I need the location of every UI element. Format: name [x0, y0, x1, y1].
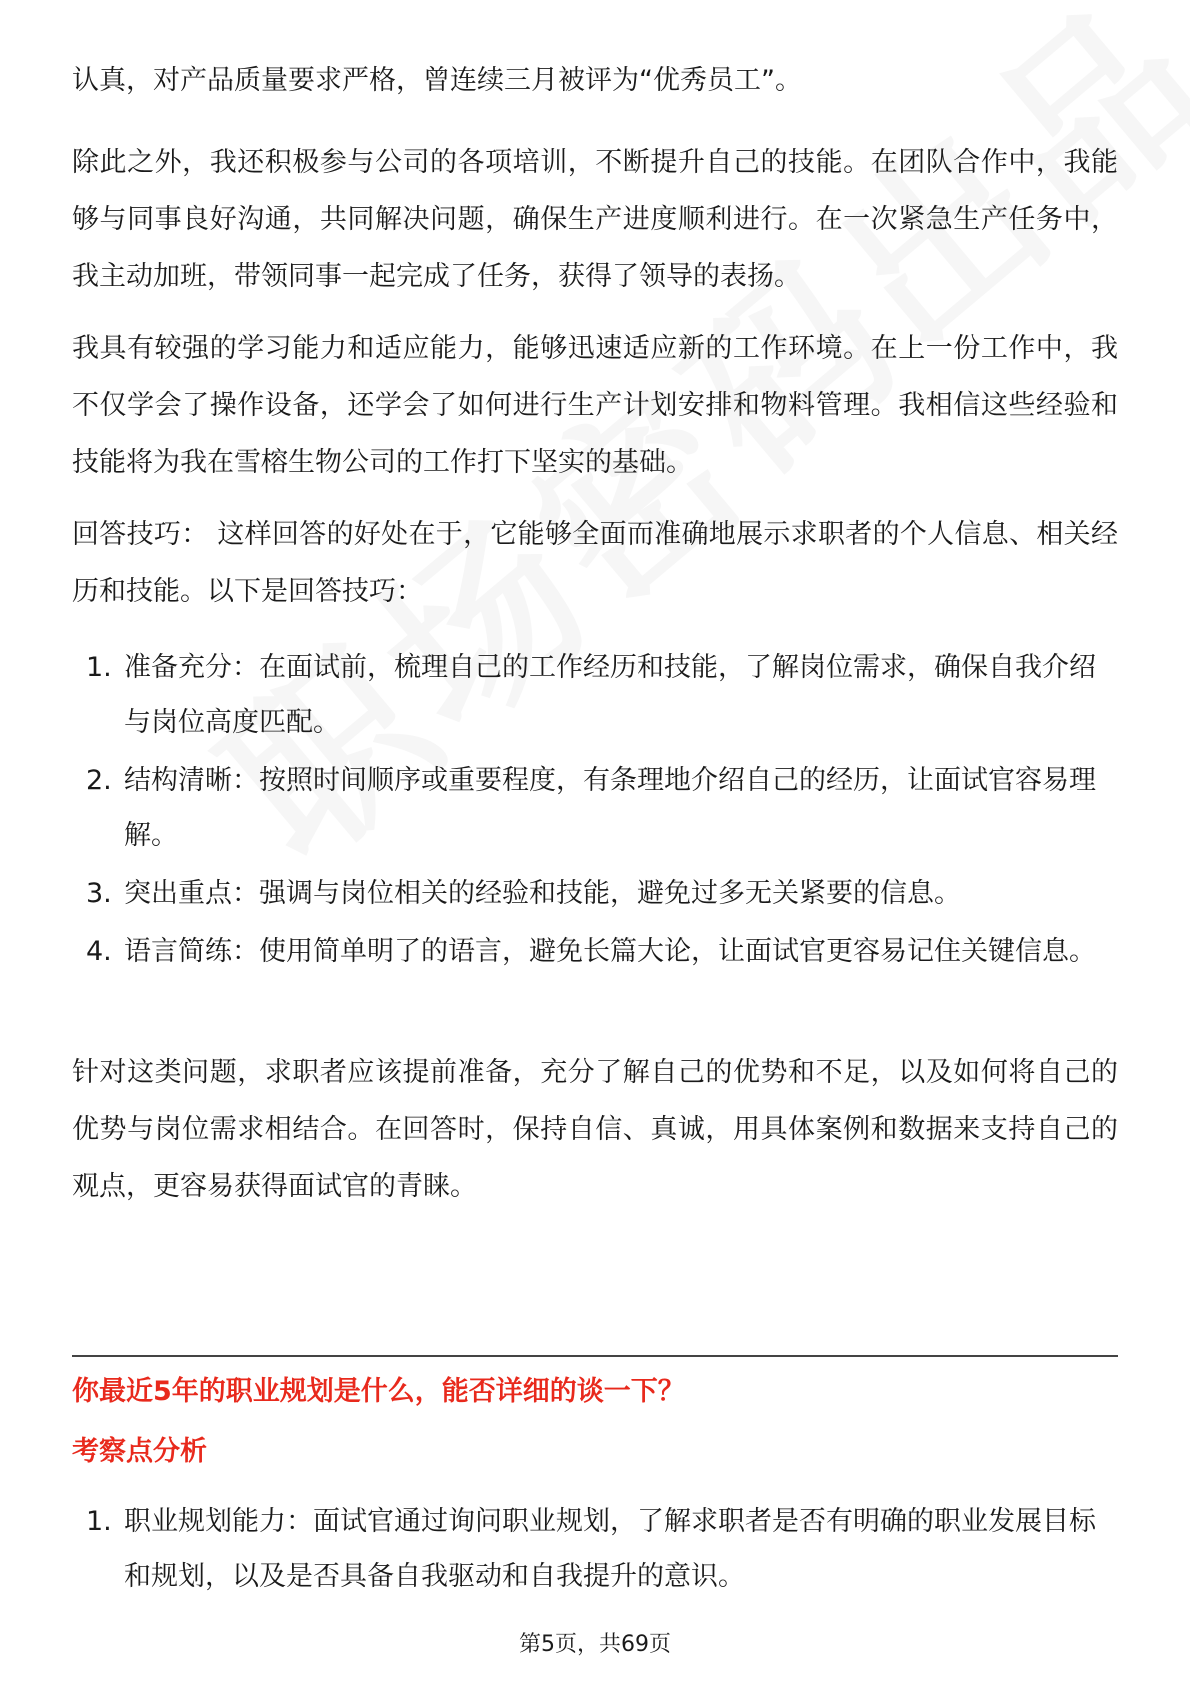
- question-heading: 你最近5年的职业规划是什么，能否详细的谈一下？: [72, 1376, 685, 1407]
- list-number: 2.: [86, 765, 112, 796]
- list-text: 突出重点：强调与岗位相关的经验和技能，避免过多无关紧要的信息。: [124, 878, 961, 909]
- list-item: [72, 753, 1118, 863]
- paragraph-answer-tips: 回答技巧： 这样回答的好处在于，它能够全面而准确地展示求职者的个人信息、相关经历和技能。以下是回答技巧：: [72, 519, 1118, 607]
- tips-list: [72, 640, 1118, 982]
- list-item: [72, 924, 1118, 979]
- page-footer: 第5页，共69页: [519, 1632, 671, 1657]
- analysis-list: [72, 1494, 1118, 1607]
- list-item: [72, 640, 1118, 750]
- document-page: [72, 0, 1118, 1684]
- list-text: 职业规划能力：面试官通过询问职业规划，了解求职者是否有明确的职业发展目标和规划，以及是否具备自我驱动和自我提升的意识。: [124, 1506, 1096, 1592]
- paragraph-1: 认真，对产品质量要求严格，曾连续三月被评为“优秀员工”。: [72, 65, 802, 96]
- analysis-heading: 考察点分析: [72, 1436, 207, 1467]
- list-number: 3.: [86, 878, 112, 909]
- section-divider: [72, 1355, 1118, 1357]
- paragraph-conclusion: 针对这类问题，求职者应该提前准备，充分了解自己的优势和不足，以及如何将自己的优势与岗位需求相结合。在回答时，保持自信、真诚，用具体案例和数据来支持自己的观点，更容易获得面试官的青睐。: [72, 1057, 1118, 1202]
- paragraph-3: 我具有较强的学习能力和适应能力，能够迅速适应新的工作环境。在上一份工作中，我不仅学会了操作设备，还学会了如何进行生产计划安排和物料管理。我相信这些经验和技能将为我在雪榕生物公司的工作打下坚实的基础。: [72, 333, 1118, 478]
- list-item: [72, 866, 1118, 921]
- list-number: 1.: [86, 652, 112, 683]
- list-number: 4.: [86, 936, 112, 967]
- list-number: 1.: [86, 1506, 112, 1537]
- paragraph-2: 除此之外，我还积极参与公司的各项培训，不断提升自己的技能。在团队合作中，我能够与同事良好沟通，共同解决问题，确保生产进度顺利进行。在一次紧急生产任务中，我主动加班，带领同事一起完成了任务，获得了领导的表扬。: [72, 147, 1118, 292]
- list-text: 语言简练：使用简单明了的语言，避免长篇大论，让面试官更容易记住关键信息。: [124, 936, 1096, 967]
- list-text: 结构清晰：按照时间顺序或重要程度，有条理地介绍自己的经历，让面试官容易理解。: [124, 765, 1096, 851]
- list-item: [72, 1494, 1118, 1604]
- list-text: 准备充分：在面试前，梳理自己的工作经历和技能，了解岗位需求，确保自我介绍与岗位高度匹配。: [124, 652, 1096, 738]
